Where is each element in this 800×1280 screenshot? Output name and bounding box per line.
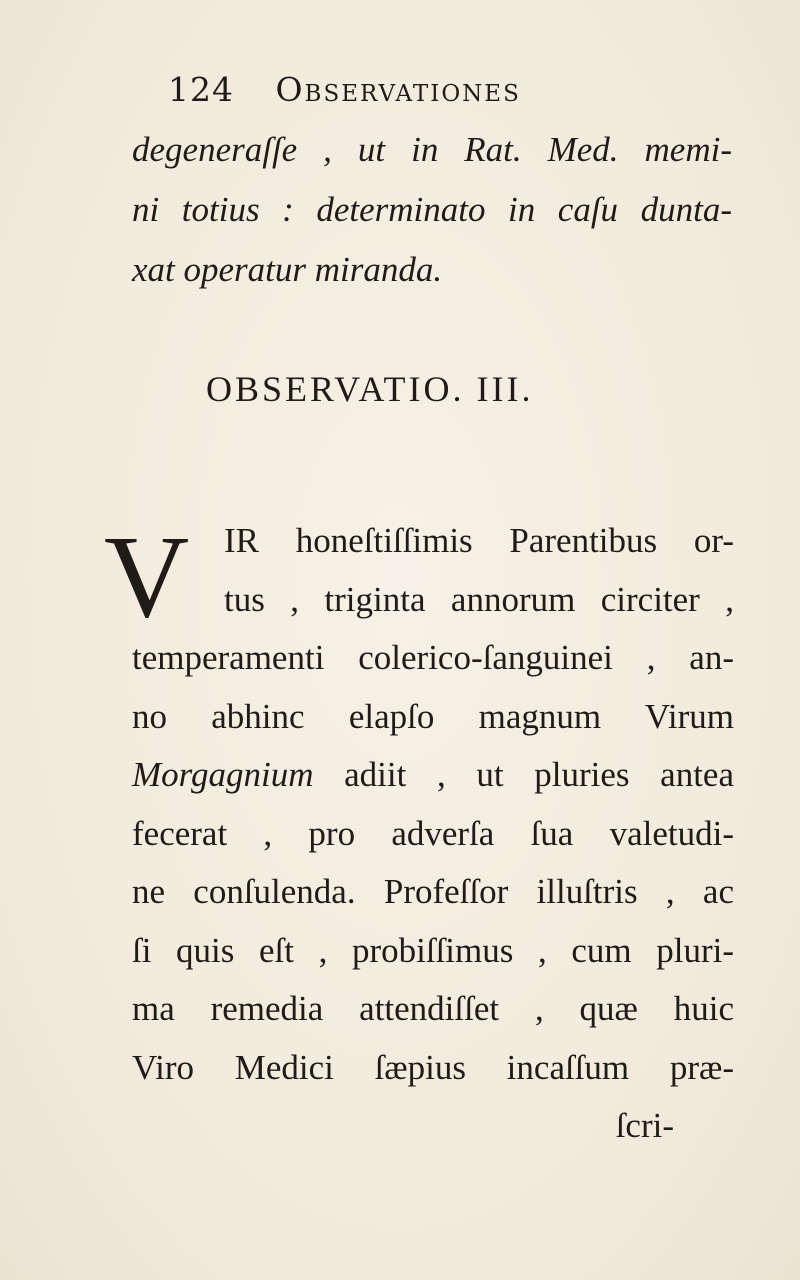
text-line: tus , triginta annorum circiter ,: [224, 579, 734, 619]
text-line: no abhinc elapſo magnum Virum: [132, 696, 734, 736]
text-line: temperamenti colerico-ſanguinei , an-: [132, 638, 734, 677]
preceding-paragraph: [132, 120, 732, 300]
text-line: degeneraſſe , ut in Rat. Med. memi-: [132, 130, 732, 169]
page-number: 124: [168, 70, 234, 109]
page-header: [168, 70, 521, 109]
italic-name: Morgagnium: [132, 755, 314, 794]
text-line: [132, 746, 734, 805]
text-line: xat operatur miranda.: [132, 250, 443, 289]
text-line: fecerat , pro adverſa ſua valetudi-: [132, 813, 734, 853]
running-title: Observationes: [275, 70, 521, 109]
text-line-rest: adiit , ut pluries antea: [344, 755, 734, 794]
text-line: ne conſulenda. Profeſſor illuſtris , ac: [132, 872, 734, 911]
catchword: ſcri-: [615, 1106, 674, 1145]
section-heading: OBSERVATIO. III.: [206, 369, 534, 409]
drop-cap: V: [104, 511, 190, 642]
text-line: Viro Medici ſæpius incaſſum præ-: [132, 1047, 734, 1087]
text-line: ma remedia attendiſſet , quæ huic: [132, 989, 734, 1028]
section-body: [132, 512, 734, 1156]
text-line: ni totius : determinato in caſu dunta-: [132, 190, 732, 229]
text-line: ſi quis eſt , probiſſimus , cum pluri-: [132, 930, 734, 970]
text-line: IR honeſtiſſimis Parentibus or-: [224, 521, 734, 560]
